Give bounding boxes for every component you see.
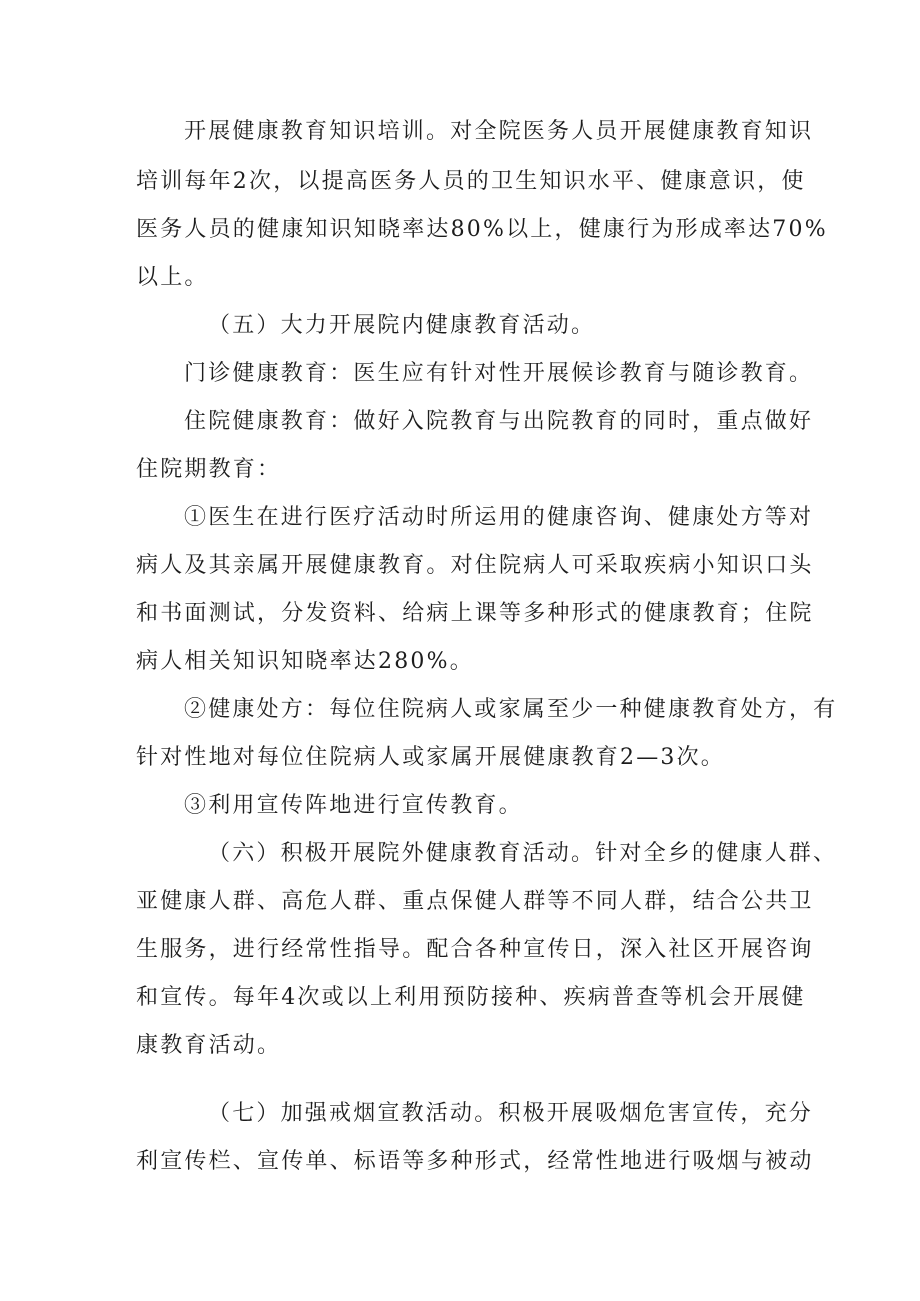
text-line: ②健康处方：每位住院病人或家属至少一种健康教育处方，有 <box>184 697 838 722</box>
text-line: 住院期教育： <box>136 457 282 482</box>
text-line: ①医生在进行医疗活动时所运用的健康咨询、健康处方等对 <box>184 505 814 530</box>
text-line: 针对性地对每位住院病人或家属开展健康教育2—3次。 <box>136 745 725 770</box>
text-line: 住院健康教育：做好入院教育与出院教育的同时，重点做好 <box>184 409 814 434</box>
text-line: 病人相关知识知晓率达280%。 <box>136 649 474 674</box>
text-line: 利宣传栏、宣传单、标语等多种形式，经常性地进行吸烟与被动 <box>136 1149 814 1174</box>
text-line: 和书面测试，分发资料、给病上课等多种形式的健康教育；住院 <box>136 601 814 626</box>
section-heading: （五）大力开展院内健康教育活动。 <box>208 313 596 338</box>
section-heading: （七）加强戒烟宣教活动。积极开展吸烟危害宣传，充分 <box>208 1101 814 1126</box>
text-line: 培训每年2次，以提高医务人员的卫生知识水平、健康意识，使 <box>136 169 806 194</box>
text-line: 康教育活动。 <box>136 1033 282 1058</box>
text-line: 亚健康人群、高危人群、重点保健人群等不同人群，结合公共卫 <box>136 889 814 914</box>
text-line: 以上。 <box>136 265 209 290</box>
text-line: 病人及其亲属开展健康教育。对住院病人可采取疾病小知识口头 <box>136 553 814 578</box>
text-line: 生服务，进行经常性指导。配合各种宣传日，深入社区开展咨询 <box>136 937 814 962</box>
text-line: 门诊健康教育：医生应有针对性开展候诊教育与随诊教育。 <box>184 361 814 386</box>
section-heading: （六）积极开展院外健康教育活动。针对全乡的健康人群、 <box>208 841 838 866</box>
text-line: 和宣传。每年4次或以上利用预防接种、疾病普查等机会开展健 <box>136 985 806 1010</box>
text-line: ③利用宣传阵地进行宣传教育。 <box>184 793 523 818</box>
text-line: 医务人员的健康知识知晓率达80%以上，健康行为形成率达70% <box>136 217 828 242</box>
text-line: 开展健康教育知识培训。对全院医务人员开展健康教育知识 <box>184 119 814 144</box>
